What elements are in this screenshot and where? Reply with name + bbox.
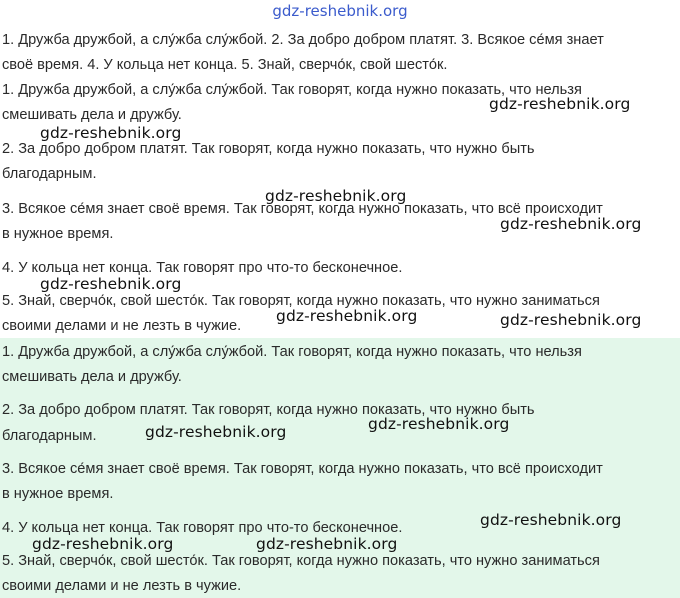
task-line: 1. Дружба дружбой, а слу́жба слу́жбой. 2. За добро добром платят. 3. Всякое се́мя знает	[2, 32, 604, 48]
watermark: gdz-reshebnik.org	[40, 275, 182, 293]
answer-line: смешивать дела и дружбу.	[2, 369, 182, 385]
explanation-line: 3. Всякое се́мя знает своё время. Так говорят, когда нужно показать, что всё происходит	[2, 201, 603, 217]
answer-line: в нужное время.	[2, 486, 114, 502]
answer-line: 3. Всякое се́мя знает своё время. Так говорят, когда нужно показать, что всё происходит	[2, 461, 603, 477]
watermark: gdz-reshebnik.org	[368, 415, 510, 433]
explanation-line: 4. У кольца нет конца. Так говорят про что-то бесконечное.	[2, 260, 403, 276]
watermark: gdz-reshebnik.org	[32, 535, 174, 553]
explanation-line: своими делами и не лезть в чужие.	[2, 318, 242, 334]
watermark: gdz-reshebnik.org	[256, 535, 398, 553]
explanation-line: 2. За добро добром платят. Так говорят, когда нужно показать, что нужно быть	[2, 141, 535, 157]
watermark: gdz-reshebnik.org	[40, 124, 182, 142]
watermark: gdz-reshebnik.org	[145, 423, 287, 441]
answer-line: 5. Знай, сверчо́к, свой шесто́к. Так говорят, когда нужно показать, что нужно заниматься	[2, 553, 600, 569]
site-header: gdz-reshebnik.org	[272, 2, 408, 20]
explanation-line: смешивать дела и дружбу.	[2, 107, 182, 123]
explanation-line: 5. Знай, сверчо́к, свой шесто́к. Так говорят, когда нужно показать, что нужно заниматься	[2, 293, 600, 309]
watermark: gdz-reshebnik.org	[500, 215, 642, 233]
watermark: gdz-reshebnik.org	[480, 511, 622, 529]
answer-line: 1. Дружба дружбой, а слу́жба слу́жбой. Так говорят, когда нужно показать, что нельзя	[2, 344, 582, 360]
task-line: своё время. 4. У кольца нет конца. 5. Знай, сверчо́к, свой шесто́к.	[2, 57, 448, 73]
explanation-line: 1. Дружба дружбой, а слу́жба слу́жбой. Так говорят, когда нужно показать, что нельзя	[2, 82, 582, 98]
explanation-line: в нужное время.	[2, 226, 114, 242]
answer-line: благодарным.	[2, 428, 97, 444]
watermark: gdz-reshebnik.org	[276, 307, 418, 325]
answer-line: 2. За добро добром платят. Так говорят, когда нужно показать, что нужно быть	[2, 402, 535, 418]
explanation-line: благодарным.	[2, 166, 97, 182]
watermark: gdz-reshebnik.org	[265, 187, 407, 205]
watermark: gdz-reshebnik.org	[500, 311, 642, 329]
answer-line: 4. У кольца нет конца. Так говорят про что-то бесконечное.	[2, 520, 403, 536]
watermark: gdz-reshebnik.org	[489, 95, 631, 113]
answer-line: своими делами и не лезть в чужие.	[2, 578, 242, 594]
